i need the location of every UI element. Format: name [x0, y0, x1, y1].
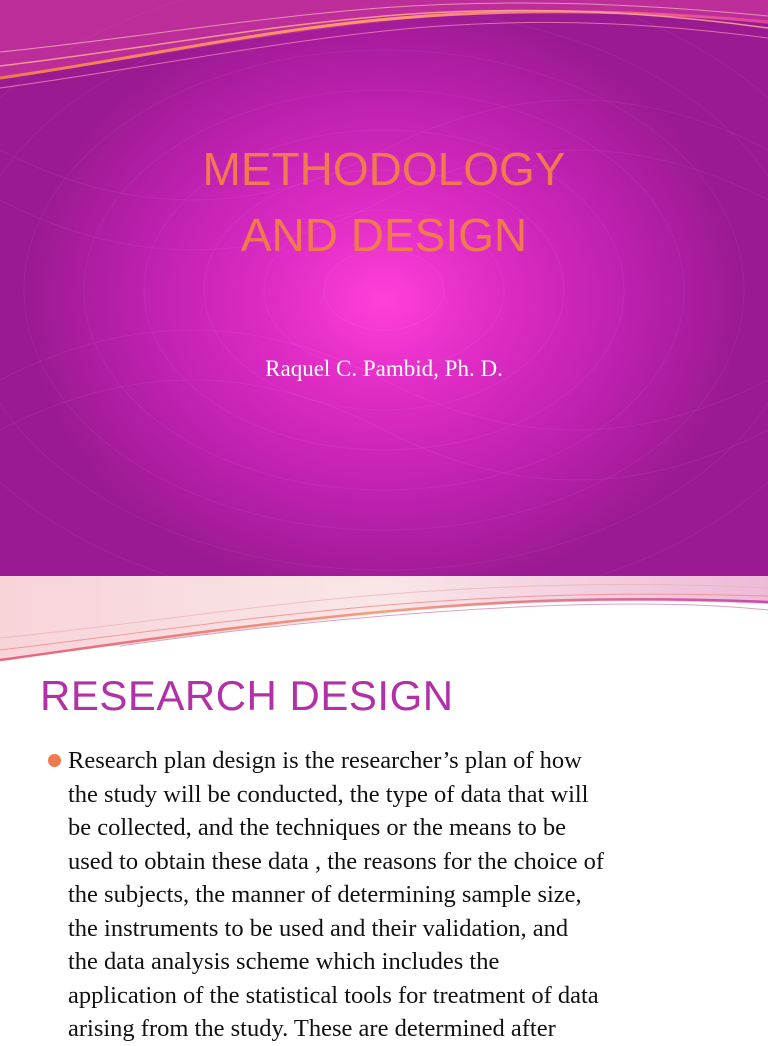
- bullet-line: the instruments to be used and their validation, and: [68, 914, 569, 942]
- bullet-line: arising from the study. These are determined after: [68, 1015, 556, 1042]
- bullet-line: the subjects, the manner of determining sample size,: [68, 881, 582, 908]
- content-slide: [0, 576, 768, 1042]
- top-wave-decoration: [0, 576, 768, 666]
- bullet-line: the data analysis scheme which includes the: [68, 948, 500, 975]
- title-line-2: AND DESIGN: [240, 209, 528, 261]
- bullet-line: used to obtain these data , the reasons for the choice of: [68, 847, 605, 875]
- slide-title: [0, 136, 768, 268]
- title-line-1: METHODOLOGY: [202, 143, 566, 195]
- bullet-line: the study will be conducted, the type of data that will: [68, 780, 589, 808]
- bullet-line: be collected, and the techniques or the means to be: [68, 814, 566, 841]
- author-name: Raquel C. Pambid, Ph. D.: [265, 356, 503, 381]
- bullet-line: Research plan design is the researcher’s plan of how: [68, 747, 582, 774]
- bullet-line: application of the statistical tools for treatment of data: [68, 981, 599, 1009]
- bullet-text: [69, 744, 749, 1046]
- slide-heading: RESEARCH DESIGN: [40, 672, 454, 719]
- top-wave-decoration: [0, 0, 768, 120]
- bullet-dot-icon: [48, 754, 61, 767]
